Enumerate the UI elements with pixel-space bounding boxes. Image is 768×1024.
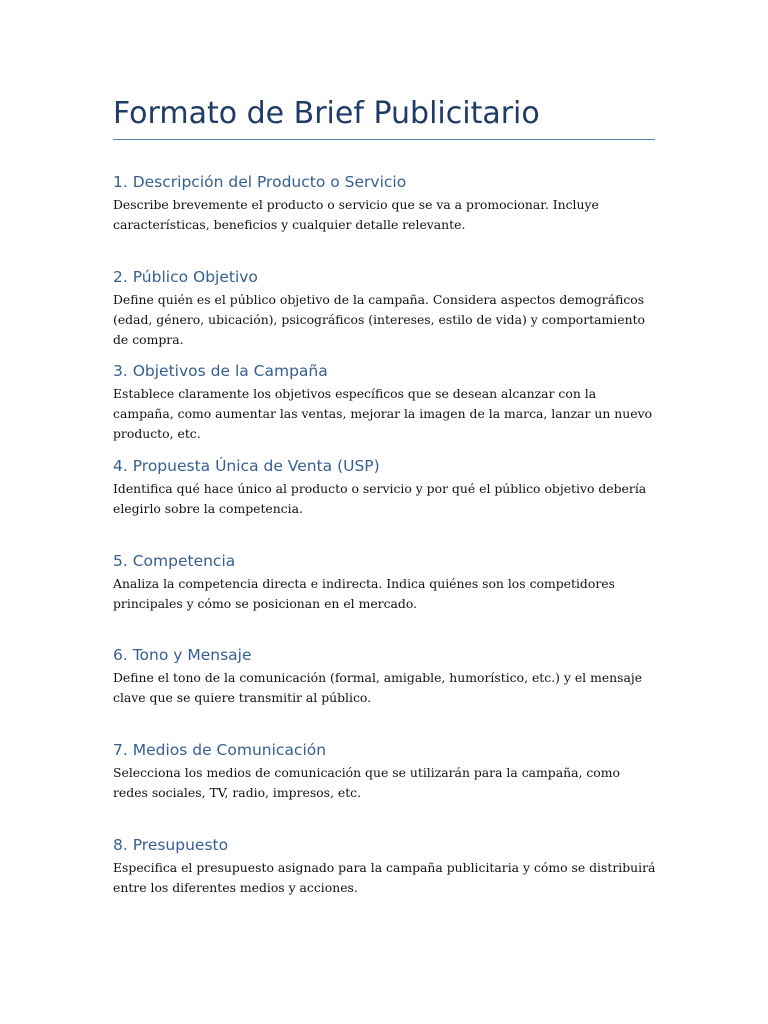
section-body: Define quién es el público objetivo de la campaña. Considera aspectos demográficos (edad, género, ubicación), psicográficos (intereses, estilo de vida) y comportamiento de compra. <box>113 291 645 347</box>
section-product-description <box>113 170 658 265</box>
section-body: Establece claramente los objetivos específicos que se desean alcanzar con la campaña, como aumentar las ventas, mejorar la imagen de la marca, lanzar un nuevo producto, etc. <box>113 386 653 442</box>
section-body: Identifica qué hace único al producto o servicio y por qué el público objetivo debería elegirlo sobre la competencia. <box>113 481 647 517</box>
section-body: Especifica el presupuesto asignado para la campaña publicitaria y cómo se distribuirá entre los diferentes medios y acciones. <box>113 859 656 895</box>
section-heading: 4. Propuesta Única de Venta (USP) <box>113 457 380 476</box>
section-heading: 8. Presupuesto <box>113 835 229 854</box>
section-competition <box>113 549 658 644</box>
section-body: Define el tono de la comunicación (formal, amigable, humorístico, etc.) y el mensaje clave que se quiere transmitir al público. <box>113 670 643 706</box>
section-body: Analiza la competencia directa e indirecta. Indica quiénes son los competidores principales y cómo se posicionan en el mercado. <box>113 575 615 611</box>
section-heading: 1. Descripción del Producto o Servicio <box>113 173 407 191</box>
section-body: Describe brevemente el producto o servicio que se va a promocionar. Incluye características, beneficios y cualquier detalle relevante. <box>113 197 599 232</box>
section-heading: 2. Público Objetivo <box>113 267 258 286</box>
section-campaign-objectives <box>113 359 658 454</box>
section-body: Selecciona los medios de comunicación que se utilizarán para la campaña, como redes sociales, TV, radio, impresos, etc. <box>113 765 620 801</box>
section-heading: 3. Objetivos de la Campaña <box>113 362 328 381</box>
section-heading: 5. Competencia <box>113 551 236 570</box>
section-media <box>113 738 658 833</box>
title-divider <box>113 139 655 140</box>
section-tone-message <box>113 643 658 738</box>
document-title: Formato de Brief Publicitario <box>113 96 540 131</box>
section-heading: 7. Medios de Comunicación <box>113 741 327 760</box>
section-budget <box>113 833 658 928</box>
section-heading: 6. Tono y Mensaje <box>113 646 252 665</box>
sections-list <box>113 170 658 928</box>
section-usp <box>113 454 658 549</box>
section-target-audience <box>113 265 658 360</box>
